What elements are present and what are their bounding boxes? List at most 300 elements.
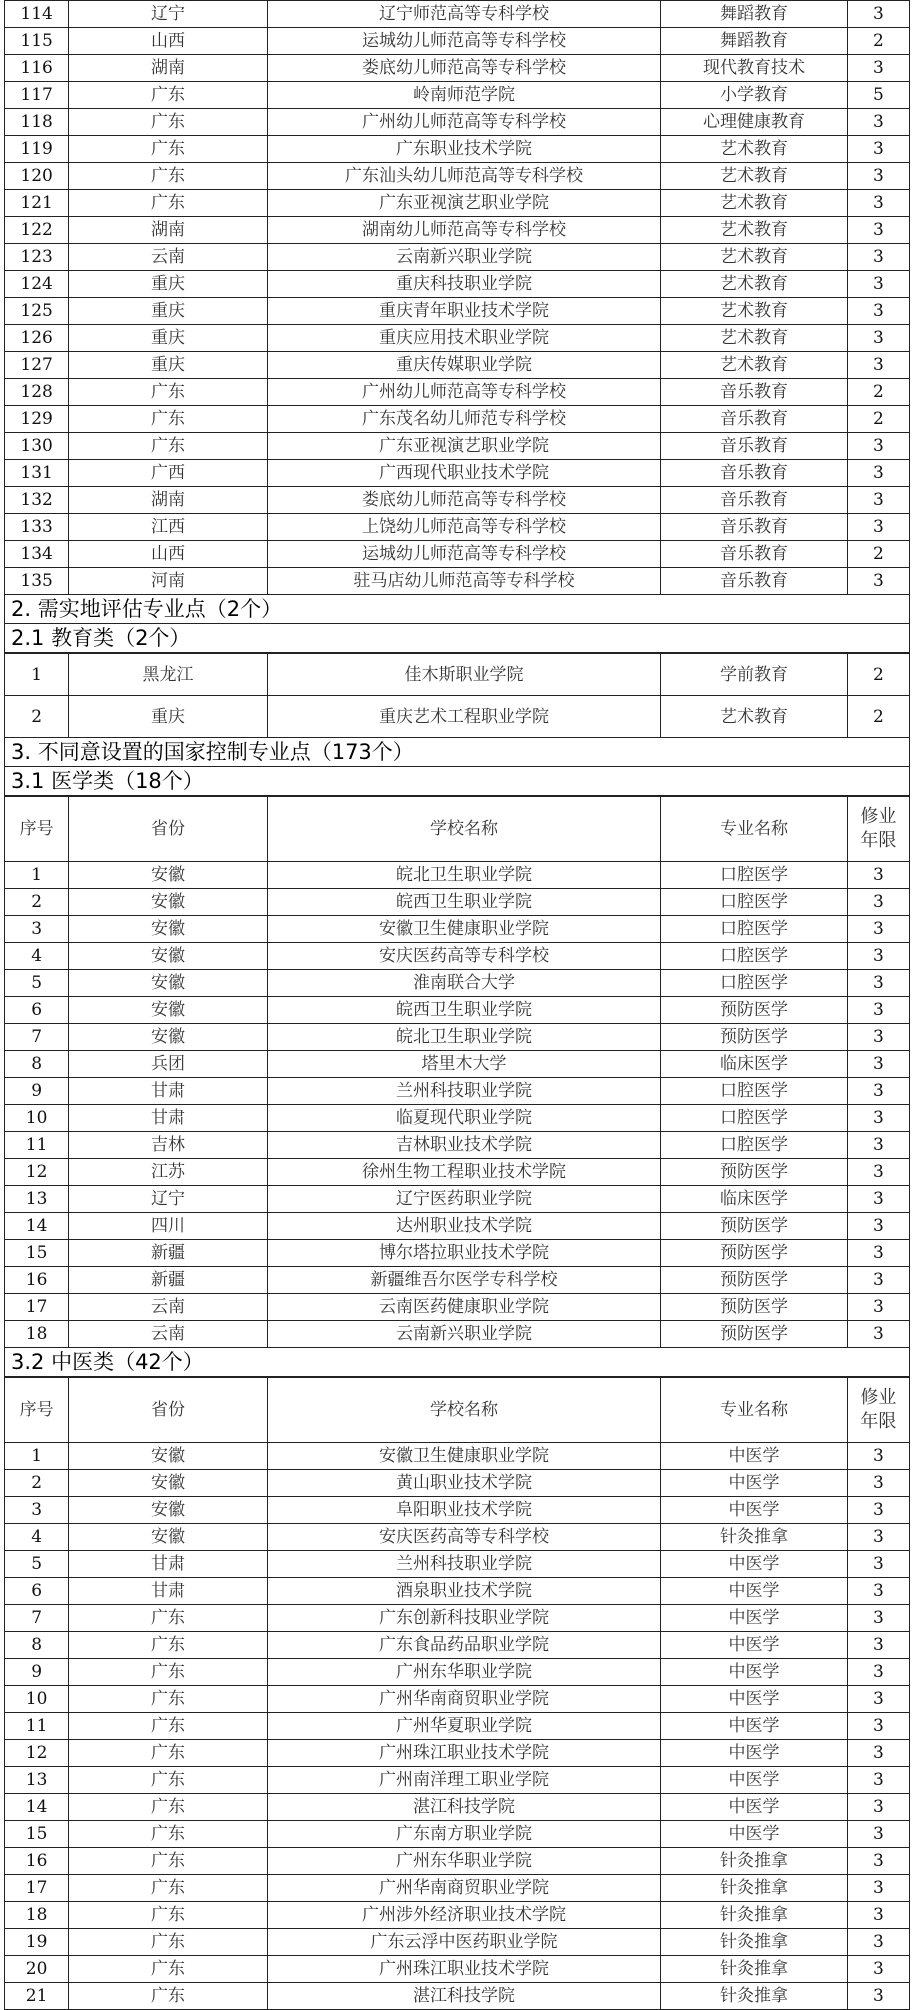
table-row [5,1321,910,1348]
cell-province: 广东 [69,82,268,109]
table-row [5,1132,910,1159]
cell-school: 安徽卫生健康职业学院 [267,1443,660,1470]
cell-years: 3 [847,1956,909,1983]
table-row [5,1605,910,1632]
cell-major: 针灸推拿 [661,1524,848,1551]
cell-major: 中医学 [661,1740,848,1767]
cell-seq: 1 [5,1443,69,1470]
cell-province: 辽宁 [69,1186,268,1213]
cell-years: 3 [847,1632,909,1659]
table-row [5,325,910,352]
cell-seq: 21 [5,1983,69,2010]
cell-years: 3 [847,460,909,487]
cell-school: 重庆应用技术职业学院 [267,325,660,352]
cell-major: 针灸推拿 [661,1983,848,2010]
cell-school: 新疆维吾尔医学专科学校 [267,1267,660,1294]
cell-school: 皖北卫生职业学院 [267,862,660,889]
header-years [847,1378,909,1443]
cell-years: 3 [847,352,909,379]
cell-province: 广东 [69,163,268,190]
cell-seq: 130 [5,433,69,460]
table-row [5,943,910,970]
cell-major: 音乐教育 [661,406,848,433]
cell-seq: 14 [5,1794,69,1821]
cell-province: 广西 [69,460,268,487]
cell-province: 云南 [69,1321,268,1348]
cell-seq: 116 [5,55,69,82]
cell-years: 2 [847,28,909,55]
cell-major: 音乐教育 [661,379,848,406]
cell-province: 广东 [69,1713,268,1740]
section-3-title: 3. 不同意设置的国家控制专业点（173个） [4,738,910,767]
table-row [5,244,910,271]
table-row [5,1875,910,1902]
cell-seq: 115 [5,28,69,55]
cell-province: 重庆 [69,325,268,352]
table-row [5,568,910,595]
cell-major: 艺术教育 [661,190,848,217]
cell-province: 安徽 [69,943,268,970]
table-row [5,298,910,325]
cell-school: 酒泉职业技术学院 [267,1578,660,1605]
table-row [5,487,910,514]
table-row [5,1956,910,1983]
cell-years: 3 [847,997,909,1024]
cell-major: 中医学 [661,1632,848,1659]
cell-seq: 114 [5,1,69,28]
header-years-line1: 修业 [860,1387,897,1408]
cell-major: 音乐教育 [661,460,848,487]
cell-years: 3 [847,1767,909,1794]
table-row [5,379,910,406]
header-years-line2: 年限 [860,830,897,851]
cell-years: 3 [847,163,909,190]
cell-seq: 135 [5,568,69,595]
table-row [5,109,910,136]
section-2-title: 2. 需实地评估专业点（2个） [4,595,910,624]
cell-seq: 2 [5,1470,69,1497]
cell-major: 音乐教育 [661,487,848,514]
cell-years: 3 [847,1240,909,1267]
cell-seq: 16 [5,1848,69,1875]
cell-seq: 121 [5,190,69,217]
cell-province: 江西 [69,514,268,541]
cell-school: 广州珠江职业技术学院 [267,1956,660,1983]
cell-school: 辽宁医药职业学院 [267,1186,660,1213]
cell-major: 艺术教育 [661,271,848,298]
cell-major: 口腔医学 [661,1078,848,1105]
header-seq: 序号 [5,797,69,862]
header-years-line1: 修业 [860,806,897,827]
cell-seq: 3 [5,916,69,943]
table-row [5,654,910,696]
table-row [5,1551,910,1578]
cell-years: 3 [847,244,909,271]
cell-seq: 10 [5,1105,69,1132]
cell-seq: 123 [5,244,69,271]
cell-years: 2 [847,541,909,568]
cell-school: 阜阳职业技术学院 [267,1497,660,1524]
cell-major: 音乐教育 [661,514,848,541]
cell-major: 艺术教育 [661,696,848,738]
cell-years: 3 [847,1740,909,1767]
table-row [5,862,910,889]
cell-school: 塔里木大学 [267,1051,660,1078]
cell-province: 四川 [69,1213,268,1240]
cell-school: 运城幼儿师范高等专科学校 [267,541,660,568]
cell-seq: 6 [5,1578,69,1605]
cell-province: 广东 [69,1956,268,1983]
cell-major: 针灸推拿 [661,1956,848,1983]
cell-seq: 119 [5,136,69,163]
cell-province: 甘肃 [69,1078,268,1105]
table-row [5,55,910,82]
table-row [5,460,910,487]
cell-seq: 9 [5,1078,69,1105]
cell-years: 3 [847,217,909,244]
cell-major: 针灸推拿 [661,1902,848,1929]
cell-school: 广东云浮中医药职业学院 [267,1929,660,1956]
cell-province: 广东 [69,1794,268,1821]
cell-province: 新疆 [69,1267,268,1294]
table-row [5,1213,910,1240]
cell-province: 广东 [69,406,268,433]
section-3-1-title: 3.1 医学类（18个） [4,767,910,796]
cell-years: 3 [847,1267,909,1294]
cell-province: 辽宁 [69,1,268,28]
cell-seq: 5 [5,1551,69,1578]
cell-school: 广州幼儿师范高等专科学校 [267,109,660,136]
cell-seq: 7 [5,1605,69,1632]
cell-seq: 2 [5,889,69,916]
cell-seq: 120 [5,163,69,190]
cell-school: 兰州科技职业学院 [267,1078,660,1105]
cell-major: 针灸推拿 [661,1875,848,1902]
table-row [5,1443,910,1470]
table-row [5,1713,910,1740]
section-3-2-title: 3.2 中医类（42个） [4,1348,910,1377]
cell-province: 广东 [69,1821,268,1848]
cell-school: 广州东华职业学院 [267,1659,660,1686]
cell-major: 口腔医学 [661,1105,848,1132]
cell-school: 云南新兴职业学院 [267,244,660,271]
cell-seq: 1 [5,862,69,889]
cell-years: 3 [847,1497,909,1524]
cell-seq: 125 [5,298,69,325]
table-row [5,1294,910,1321]
cell-province: 安徽 [69,1470,268,1497]
cell-school: 运城幼儿师范高等专科学校 [267,28,660,55]
cell-years: 3 [847,1794,909,1821]
cell-school: 兰州科技职业学院 [267,1551,660,1578]
cell-school: 安庆医药高等专科学校 [267,1524,660,1551]
cell-years: 3 [847,1551,909,1578]
cell-school: 广州珠江职业技术学院 [267,1740,660,1767]
cell-seq: 11 [5,1713,69,1740]
cell-major: 口腔医学 [661,943,848,970]
cell-major: 针灸推拿 [661,1848,848,1875]
cell-school: 重庆传媒职业学院 [267,352,660,379]
cell-province: 甘肃 [69,1551,268,1578]
cell-province: 广东 [69,1902,268,1929]
cell-major: 预防医学 [661,1321,848,1348]
cell-major: 针灸推拿 [661,1929,848,1956]
cell-years: 3 [847,433,909,460]
cell-province: 广东 [69,109,268,136]
cell-school: 皖西卫生职业学院 [267,889,660,916]
cell-years: 3 [847,1659,909,1686]
header-years [847,797,909,862]
cell-school: 博尔塔拉职业技术学院 [267,1240,660,1267]
table-row [5,1686,910,1713]
cell-seq: 5 [5,970,69,997]
cell-major: 小学教育 [661,82,848,109]
header-school: 学校名称 [267,1378,660,1443]
table-row [5,1186,910,1213]
cell-school: 广东亚视演艺职业学院 [267,190,660,217]
cell-major: 口腔医学 [661,862,848,889]
cell-province: 湖南 [69,217,268,244]
cell-province: 广东 [69,136,268,163]
cell-major: 中医学 [661,1794,848,1821]
cell-years: 3 [847,487,909,514]
cell-school: 广西现代职业技术学院 [267,460,660,487]
cell-seq: 132 [5,487,69,514]
cell-province: 安徽 [69,862,268,889]
header-years-line2: 年限 [860,1411,897,1432]
table-row [5,1767,910,1794]
header-seq: 序号 [5,1378,69,1443]
cell-school: 皖北卫生职业学院 [267,1024,660,1051]
cell-seq: 1 [5,654,69,696]
cell-seq: 3 [5,1497,69,1524]
cell-years: 3 [847,1821,909,1848]
table-tcm [4,1377,910,2010]
cell-major: 舞蹈教育 [661,28,848,55]
cell-province: 广东 [69,1659,268,1686]
cell-seq: 117 [5,82,69,109]
table-row [5,1902,910,1929]
cell-province: 广东 [69,1848,268,1875]
table-row [5,1470,910,1497]
cell-province: 湖南 [69,55,268,82]
cell-province: 新疆 [69,1240,268,1267]
header-province: 省份 [69,1378,268,1443]
cell-years: 3 [847,1132,909,1159]
cell-major: 预防医学 [661,1240,848,1267]
cell-school: 辽宁师范高等专科学校 [267,1,660,28]
cell-province: 安徽 [69,997,268,1024]
cell-seq: 10 [5,1686,69,1713]
cell-major: 艺术教育 [661,244,848,271]
cell-major: 中医学 [661,1551,848,1578]
cell-major: 口腔医学 [661,889,848,916]
cell-seq: 131 [5,460,69,487]
cell-seq: 134 [5,541,69,568]
cell-years: 3 [847,1105,909,1132]
cell-province: 重庆 [69,696,268,738]
cell-seq: 15 [5,1821,69,1848]
cell-province: 吉林 [69,1132,268,1159]
cell-seq: 7 [5,1024,69,1051]
table-row [5,1524,910,1551]
cell-years: 3 [847,109,909,136]
cell-school: 重庆青年职业技术学院 [267,298,660,325]
table-row [5,136,910,163]
cell-seq: 11 [5,1132,69,1159]
cell-seq: 18 [5,1321,69,1348]
table-row [5,916,910,943]
cell-years: 3 [847,1,909,28]
cell-years: 3 [847,325,909,352]
cell-province: 甘肃 [69,1105,268,1132]
cell-years: 3 [847,970,909,997]
cell-years: 3 [847,1524,909,1551]
table-row [5,1078,910,1105]
cell-school: 广州涉外经济职业技术学院 [267,1902,660,1929]
cell-province: 江苏 [69,1159,268,1186]
table-row [5,889,910,916]
cell-major: 艺术教育 [661,298,848,325]
cell-school: 娄底幼儿师范高等专科学校 [267,55,660,82]
cell-major: 口腔医学 [661,916,848,943]
cell-school: 湛江科技学院 [267,1794,660,1821]
cell-major: 中医学 [661,1605,848,1632]
cell-school: 安庆医药高等专科学校 [267,943,660,970]
table-header-row [5,797,910,862]
cell-years: 2 [847,379,909,406]
table-row [5,997,910,1024]
cell-seq: 17 [5,1875,69,1902]
cell-major: 预防医学 [661,1294,848,1321]
table-row [5,1105,910,1132]
cell-major: 音乐教育 [661,541,848,568]
cell-province: 重庆 [69,352,268,379]
cell-school: 广东职业技术学院 [267,136,660,163]
cell-years: 2 [847,406,909,433]
cell-seq: 13 [5,1186,69,1213]
cell-school: 黄山职业技术学院 [267,1470,660,1497]
cell-province: 广东 [69,1686,268,1713]
cell-years: 3 [847,1983,909,2010]
cell-province: 广东 [69,190,268,217]
cell-years: 3 [847,55,909,82]
cell-school: 徐州生物工程职业技术学院 [267,1159,660,1186]
table-row [5,1929,910,1956]
table-row [5,217,910,244]
table-row [5,352,910,379]
cell-years: 3 [847,889,909,916]
cell-province: 安徽 [69,970,268,997]
cell-major: 中医学 [661,1470,848,1497]
cell-seq: 129 [5,406,69,433]
cell-province: 甘肃 [69,1578,268,1605]
table-row [5,1983,910,2010]
table-row [5,82,910,109]
cell-province: 兵团 [69,1051,268,1078]
cell-major: 艺术教育 [661,325,848,352]
header-school: 学校名称 [267,797,660,862]
cell-province: 安徽 [69,1497,268,1524]
section-2-1-title: 2.1 教育类（2个） [4,624,910,653]
table-row [5,190,910,217]
cell-major: 中医学 [661,1497,848,1524]
cell-school: 淮南联合大学 [267,970,660,997]
cell-years: 3 [847,1686,909,1713]
cell-seq: 4 [5,1524,69,1551]
cell-major: 心理健康教育 [661,109,848,136]
cell-school: 达州职业技术学院 [267,1213,660,1240]
cell-seq: 8 [5,1632,69,1659]
cell-seq: 128 [5,379,69,406]
cell-seq: 8 [5,1051,69,1078]
cell-major: 艺术教育 [661,217,848,244]
cell-school: 广州华夏职业学院 [267,1713,660,1740]
cell-seq: 6 [5,997,69,1024]
cell-seq: 12 [5,1740,69,1767]
cell-years: 3 [847,298,909,325]
cell-school: 皖西卫生职业学院 [267,997,660,1024]
cell-province: 云南 [69,244,268,271]
cell-province: 山西 [69,28,268,55]
cell-school: 广州幼儿师范高等专科学校 [267,379,660,406]
cell-major: 艺术教育 [661,163,848,190]
cell-seq: 18 [5,1902,69,1929]
cell-school: 广东汕头幼儿师范高等专科学校 [267,163,660,190]
cell-school: 广东创新科技职业学院 [267,1605,660,1632]
cell-seq: 9 [5,1659,69,1686]
cell-major: 口腔医学 [661,1132,848,1159]
cell-seq: 2 [5,696,69,738]
cell-school: 岭南师范学院 [267,82,660,109]
header-major: 专业名称 [661,797,848,862]
cell-years: 3 [847,1186,909,1213]
cell-province: 广东 [69,1605,268,1632]
cell-seq: 17 [5,1294,69,1321]
cell-years: 3 [847,1078,909,1105]
cell-school: 湛江科技学院 [267,1983,660,2010]
table-row [5,1740,910,1767]
cell-years: 3 [847,1321,909,1348]
cell-major: 舞蹈教育 [661,1,848,28]
table-row [5,406,910,433]
cell-major: 学前教育 [661,654,848,696]
cell-province: 重庆 [69,298,268,325]
cell-major: 中医学 [661,1659,848,1686]
cell-seq: 4 [5,943,69,970]
table-row [5,1632,910,1659]
cell-years: 3 [847,271,909,298]
cell-school: 湖南幼儿师范高等专科学校 [267,217,660,244]
table-row [5,1024,910,1051]
cell-major: 预防医学 [661,1267,848,1294]
cell-years: 3 [847,1713,909,1740]
cell-school: 驻马店幼儿师范高等专科学校 [267,568,660,595]
cell-province: 重庆 [69,271,268,298]
cell-major: 临床医学 [661,1051,848,1078]
cell-seq: 15 [5,1240,69,1267]
table-row [5,1051,910,1078]
cell-major: 中医学 [661,1578,848,1605]
cell-seq: 127 [5,352,69,379]
cell-school: 广东南方职业学院 [267,1821,660,1848]
table-row [5,1794,910,1821]
table-row [5,163,910,190]
cell-years: 3 [847,568,909,595]
cell-major: 预防医学 [661,997,848,1024]
table-row [5,696,910,738]
cell-major: 中医学 [661,1686,848,1713]
